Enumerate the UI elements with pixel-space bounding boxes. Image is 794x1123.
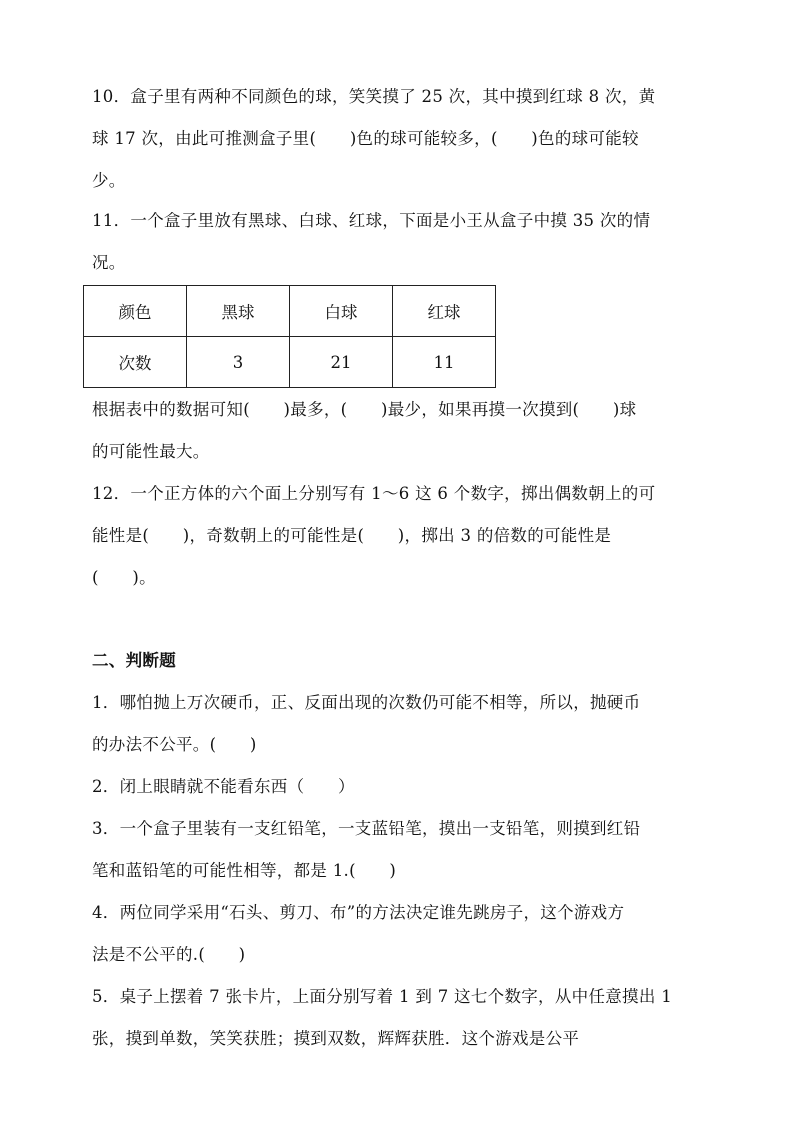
judge-item-3-line-1: 3．一个盒子里装有一支红铅笔，一支蓝铅笔，摸出一支铅笔，则摸到红铅 (92, 819, 641, 838)
question-10-line-3: 少。 (92, 171, 126, 190)
table-cell: 红球 (393, 286, 496, 337)
judge-item-4-line-1: 4．两位同学采用“石头、剪刀、布”的方法决定谁先跳房子，这个游戏方 (92, 903, 625, 922)
table-cell: 次数 (84, 337, 187, 388)
question-12-line-1: 12．一个正方体的六个面上分别写有 1～6 这 6 个数字，掷出偶数朝上的可 (92, 484, 656, 503)
table-cell: 白球 (290, 286, 393, 337)
judge-item-4 (92, 892, 704, 976)
judge-item-4-line-2: 法是不公平的.( ) (92, 945, 246, 964)
question-10-line-1: 10．盒子里有两种不同颜色的球，笑笑摸了 25 次，其中摸到红球 8 次，黄 (92, 87, 656, 106)
question-11-followup-line-2: 的可能性最大。 (92, 442, 210, 461)
table-cell: 11 (393, 337, 496, 388)
judge-item-2-line-1: 2．闭上眼睛就不能看东西（ ） (92, 777, 355, 796)
judge-item-5 (92, 976, 704, 1060)
table-cell: 黑球 (187, 286, 290, 337)
question-11 (92, 200, 704, 284)
question-11-line-2: 况。 (92, 253, 126, 272)
judge-item-1 (92, 682, 704, 766)
question-10 (92, 76, 704, 202)
judge-item-5-line-1: 5．桌子上摆着 7 张卡片，上面分别写着 1 到 7 这七个数字，从中任意摸出 1 (92, 987, 673, 1006)
question-11-followup (92, 389, 704, 473)
question-10-line-2: 球 17 次，由此可推测盒子里( )色的球可能较多，( )色的球可能较 (92, 129, 639, 148)
judge-item-3-line-2: 笔和蓝铅笔的可能性相等，都是 1.( ) (92, 861, 397, 880)
section-heading (92, 640, 704, 682)
question-12 (92, 473, 704, 599)
table-row (84, 337, 496, 388)
table-cell: 3 (187, 337, 290, 388)
judge-item-2 (92, 766, 704, 808)
judge-item-1-line-1: 1．哪怕抛上万次硬币，正、反面出现的次数仍可能不相等，所以，抛硬币 (92, 693, 641, 712)
question-12-line-2: 能性是( )，奇数朝上的可能性是( )，掷出 3 的倍数的可能性是 (92, 526, 612, 545)
judge-item-1-line-2: 的办法不公平。( ) (92, 735, 257, 754)
question-11-line-1: 11．一个盒子里放有黑球、白球、红球，下面是小王从盒子中摸 35 次的情 (92, 211, 651, 230)
ball-count-table (83, 285, 496, 388)
table-cell: 21 (290, 337, 393, 388)
section-2-title: 二、判断题 (92, 651, 176, 670)
question-11-followup-line-1: 根据表中的数据可知( )最多，( )最少，如果再摸一次摸到( )球 (92, 400, 637, 419)
judge-item-5-line-2: 张，摸到单数，笑笑获胜；摸到双数，辉辉获胜．这个游戏是公平 (92, 1029, 580, 1048)
judge-item-3 (92, 808, 704, 892)
question-12-line-3: ( )。 (92, 568, 156, 587)
table-header-row (84, 286, 496, 337)
table-cell: 颜色 (84, 286, 187, 337)
